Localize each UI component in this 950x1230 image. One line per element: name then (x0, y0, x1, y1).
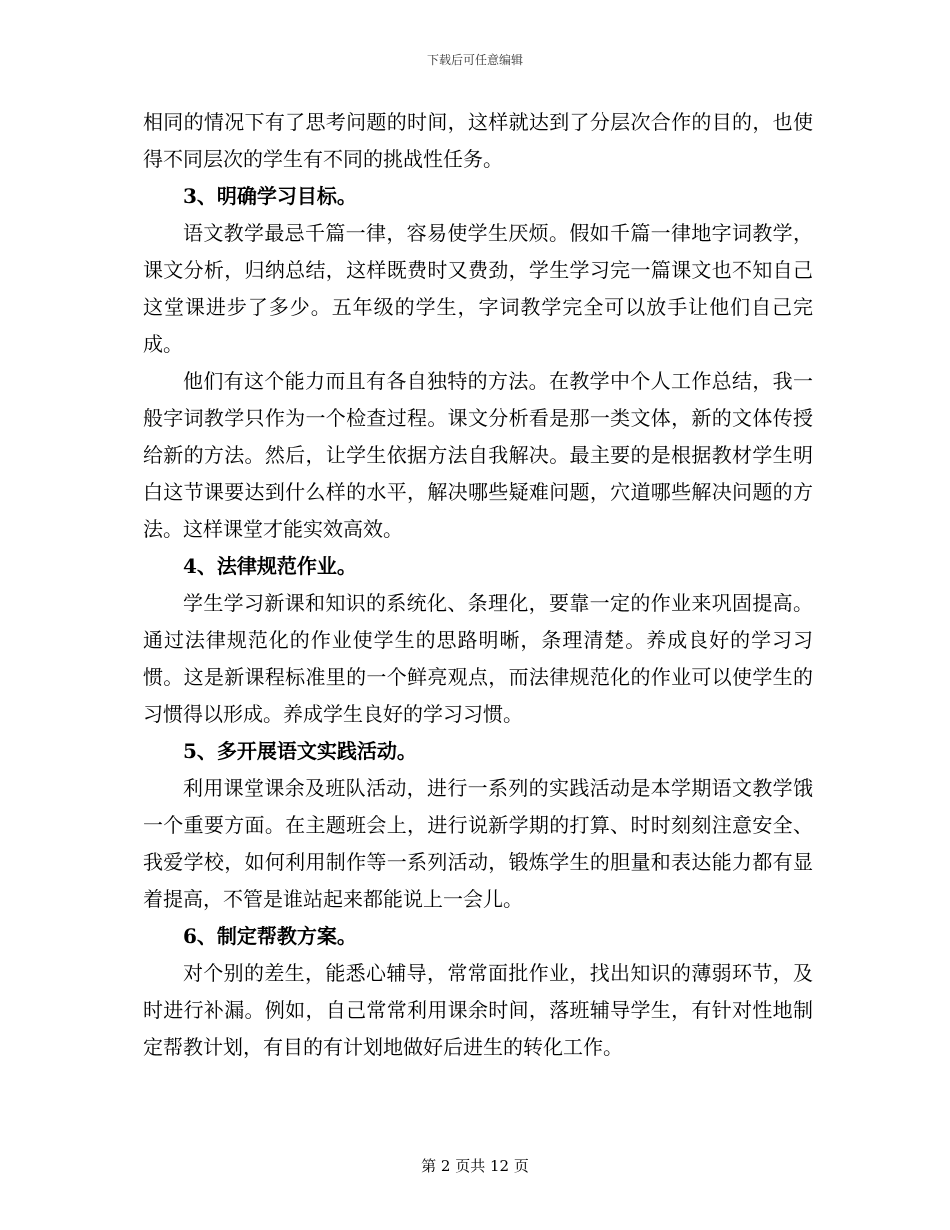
paragraph: 对个别的差生，能悉心辅导，常常面批作业，找出知识的薄弱环节，及时进行补漏。例如，自己常常利用课余时间，落班辅导学生，有针对性地制定帮教计划，有目的有计划地做好后进生的转化工作。 (143, 961, 813, 1059)
page-header: 下载后可任意编辑 (426, 53, 523, 67)
paragraph: 利用课堂课余及班队活动，进行一系列的实践活动是本学期语文教学饿一个重要方面。在主题班会上，进行说新学期的打算、时时刻刻注意安全、我爱学校，如何利用制作等一系列活动，锻炼学生的胆量和表达能力都有显着提高，不管是谁站起来都能说上一会儿。 (143, 776, 813, 911)
section-heading-5: 5、多开展语文实践活动。 (183, 739, 417, 763)
paragraph: 语文教学最忌千篇一律，容易使学生厌烦。假如千篇一律地字词教学，课文分析，归纳总结，这样既费时又费劲，学生学习完一篇课文也不知自己这堂课进步了多少。五年级的学生，字词教学完全可以放手让他们自己完成。 (143, 221, 813, 356)
page-number: 第 2 页共 12 页 (421, 1157, 529, 1175)
section-heading-4: 4、法律规范作业。 (183, 554, 357, 578)
paragraph: 学生学习新课和知识的系统化、条理化，要靠一定的作业来巩固提高。通过法律规范化的作业使学生的思路明晰，条理清楚。养成良好的学习习惯。这是新课程标准里的一个鲜亮观点，而法律规范化的作业可以使学生的习惯得以形成。养成学生良好的学习习惯。 (143, 591, 813, 726)
paragraph-continuation: 相同的情况下有了思考问题的时间，这样就达到了分层次合作的目的，也使得不同层次的学生有不同的挑战性任务。 (143, 110, 813, 171)
section-heading-6: 6、制定帮教方案。 (183, 924, 357, 948)
document-body (143, 104, 813, 1066)
section-heading-3: 3、明确学习目标。 (183, 184, 357, 208)
paragraph: 他们有这个能力而且有各自独特的方法。在教学中个人工作总结，我一般字词教学只作为一个检查过程。课文分析看是那一类文体，新的文体传授给新的方法。然后，让学生依据方法自我解决。最主要的是根据教材学生明白这节课要达到什么样的水平，解决哪些疑难问题，穴道哪些解决问题的方法。这样课堂才能实效高效。 (143, 369, 813, 541)
